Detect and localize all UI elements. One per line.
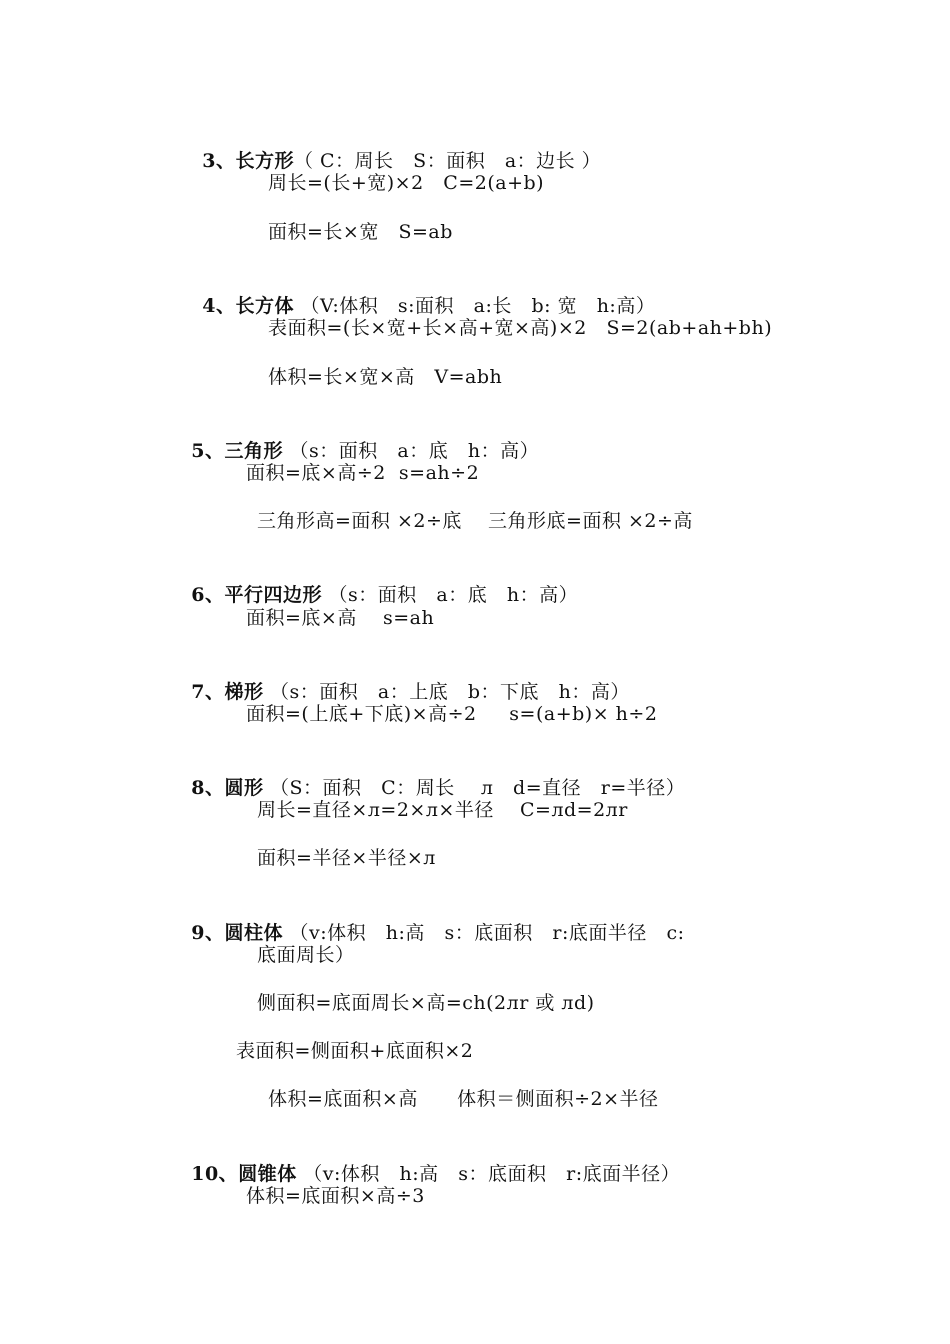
section-params: （s：面积 a：上底 b：下底 h：高） xyxy=(263,681,630,703)
section-title: 长方体 xyxy=(235,295,294,317)
section-number: 9、 xyxy=(191,922,225,944)
formula-line: 面积=(上底+下底)×高÷2 s=(a+b)× h÷2 xyxy=(246,703,658,725)
formula-line: 周长=(长+宽)×2 C=2(a+b) xyxy=(268,172,545,194)
section-number: 4、 xyxy=(202,295,236,317)
formula-line: 面积=底×高 s=ah xyxy=(246,607,435,629)
section-6-heading xyxy=(177,556,578,608)
section-9-heading xyxy=(177,894,685,946)
formula-line: 三角形高=面积 ×2÷底 三角形底=面积 ×2÷高 xyxy=(257,510,693,532)
section-10-heading xyxy=(177,1135,680,1187)
section-number: 10、 xyxy=(191,1163,239,1185)
section-params: （ C：周长 S：面积 a：边长 ） xyxy=(293,150,602,172)
formula-line: 体积=底面积×高 体积＝侧面积÷2×半径 xyxy=(268,1088,659,1110)
section-5-heading xyxy=(177,412,539,464)
section-title: 圆锥体 xyxy=(238,1163,297,1185)
section-3-heading xyxy=(188,122,601,174)
section-title: 梯形 xyxy=(224,681,264,703)
section-params: （S：面积 C：周长 л d=直径 r=半径） xyxy=(263,777,686,799)
section-4-heading xyxy=(188,267,655,319)
section-params: （V:体积 s:面积 a:长 b: 宽 h:高） xyxy=(293,295,656,317)
section-title: 长方形 xyxy=(235,150,294,172)
section-title: 平行四边形 xyxy=(224,584,322,606)
formula-line: 面积=半径×半径×л xyxy=(257,847,436,869)
section-params: （v:体积 h:高 s：底面积 r:底面半径 c: xyxy=(282,922,685,944)
section-title: 圆形 xyxy=(224,777,264,799)
section-number: 7、 xyxy=(191,681,225,703)
section-title: 圆柱体 xyxy=(224,922,283,944)
formula-line: 表面积=侧面积+底面积×2 xyxy=(236,1040,474,1062)
section-params: （v:体积 h:高 s：底面积 r:底面半径） xyxy=(296,1163,681,1185)
section-number: 6、 xyxy=(191,584,225,606)
formula-line: 体积=长×宽×高 V=abh xyxy=(268,366,503,388)
section-number: 3、 xyxy=(202,150,236,172)
section-title: 三角形 xyxy=(224,440,283,462)
formula-line: 面积=长×宽 S=ab xyxy=(268,221,453,243)
section-number: 5、 xyxy=(191,440,225,462)
formula-line: 底面周长） xyxy=(257,944,355,966)
formula-line: 侧面积=底面周长×高=ch(2лr 或 лd) xyxy=(257,992,595,1014)
formula-line: 周长=直径×л=2×л×半径 C=лd=2лr xyxy=(257,799,628,821)
section-params: （s：面积 a：底 h：高） xyxy=(282,440,540,462)
formula-line: 体积=底面积×高÷3 xyxy=(246,1185,425,1207)
formula-line: 表面积=(长×宽+长×高+宽×高)×2 S=2(ab+ah+bh) xyxy=(268,317,773,339)
section-7-heading xyxy=(177,653,630,705)
section-params: （s：面积 a：底 h：高） xyxy=(321,584,579,606)
section-number: 8、 xyxy=(191,777,225,799)
section-8-heading xyxy=(177,749,685,801)
formula-line: 面积=底×高÷2 s=ah÷2 xyxy=(246,462,480,484)
